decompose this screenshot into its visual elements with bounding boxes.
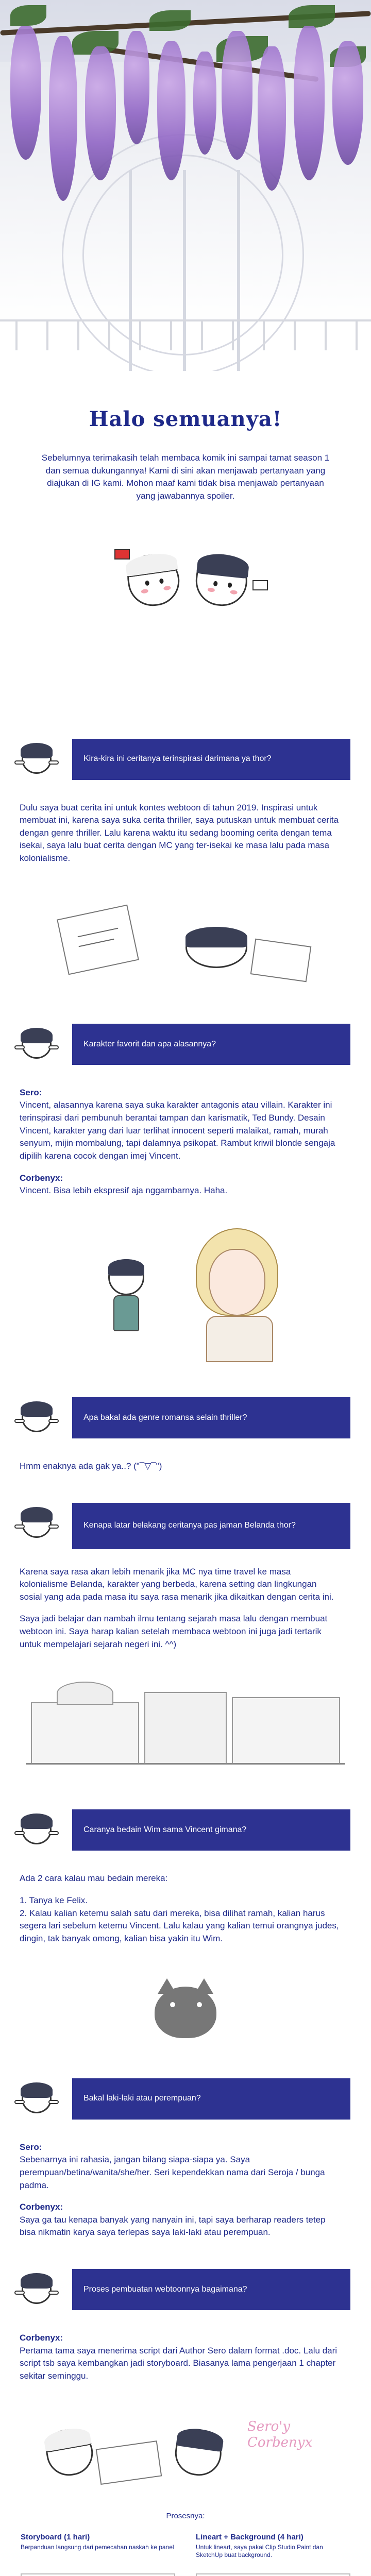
answer-text [20, 802, 339, 865]
answer-author: Sero: [20, 2142, 42, 2152]
mascot-sero [125, 551, 183, 609]
wisteria-flower [332, 41, 363, 165]
cat-body [155, 1987, 216, 2038]
answer-paragraph: Ada 2 cara kalau mau bedain mereka: [20, 1873, 168, 1884]
answer-text [20, 2141, 339, 2239]
answer-text [20, 1566, 339, 1651]
process-step [21, 2533, 175, 2576]
mascot-avatar [18, 2270, 56, 2308]
answer-paragraph: Dulu saya buat cerita ini untuk kontes webtoon di tahun 2019. Inspirasi untuk membuat ini, karena saya suka cerita thriller, saya putuskan untuk membuat cerita dengan genre thriller. Lalu karena waktu itu sedang booming cerita dengan tema isekai, saya lalu buat cerita dengan MC yang ter-isekai ke masa lalu pada masa kolonialisme. [20, 802, 339, 863]
question-block [0, 1014, 371, 1071]
wisteria-flower [294, 26, 325, 180]
mascot-avatar [18, 2079, 56, 2117]
mascot-sero [43, 2425, 96, 2479]
leaf [149, 10, 191, 31]
step-title: Lineart + Background (4 hari) [196, 2532, 303, 2541]
leaf [289, 5, 335, 28]
signature-text: Sero'y Corbenyx [247, 2418, 313, 2450]
cat-ear [158, 1978, 176, 1994]
answer-paragraph: 1. Tanya ke Felix. 2. Kalau kalian ketemu salah satu dari mereka, bisa dilihat ramah, kalian harus segera lari sebelum ketemu Vincent. Lalu kalau yang kalian temui orangnya judes, dingin, tak banyak omong, kalian bisa yakin itu Wim. [20, 1895, 339, 1943]
vincent-illustration [31, 1213, 340, 1367]
answer-text [20, 1872, 339, 1945]
answer-text [20, 1087, 339, 1197]
flag-icon [252, 580, 268, 590]
step-description: Untuk lineart, saya pakai Clip Studio Paint dan SketchUp buat background. [196, 2543, 323, 2559]
storyboard-panel [21, 2573, 175, 2576]
building [144, 1692, 227, 1764]
process-label: Prosesnya: [166, 2511, 205, 2520]
answer-text [20, 2332, 339, 2383]
colonial-buildings-illustration [26, 1666, 345, 1780]
answer-paragraph: Saya ga tau kenapa banyak yang nanyain ini, tapi saya berharap readers tetep bisa nikmatin karya saya terlepas saya laki-laki atau perempuan. [20, 2214, 326, 2238]
wisteria-flower [49, 36, 77, 201]
question-card: Kira-kira ini ceritanya terinspirasi darimana ya thor? [72, 739, 350, 780]
mascot-body [113, 1295, 139, 1331]
mascot-avatar [18, 1398, 56, 1436]
process-step [196, 2533, 350, 2576]
building [232, 1697, 340, 1764]
question-block [0, 2069, 371, 2126]
building [31, 1702, 139, 1764]
answer-text [20, 1460, 339, 1473]
mascot-corbenyx [193, 552, 250, 608]
wisteria-flower [258, 46, 286, 191]
answer-paragraph: Vincent. Bisa lebih ekspresif aja nggambarnya. Haha. [20, 1185, 228, 1196]
mascot-small [108, 1259, 144, 1295]
mascot-avatar [18, 1810, 56, 1849]
mascots-illustration [0, 523, 371, 657]
mascot-avatar [18, 1025, 56, 1063]
answer-paragraph: Sebenarnya ini rahasia, jangan bilang siapa-siapa ya. Saya perempuan/betina/wanita/she/her. Seri kependekkan nama dari Seroja / bunga padma. [20, 2155, 325, 2190]
step-description: Berpanduan langsung dari pemecahan naskah ke panel [21, 2543, 174, 2551]
answer-author: Sero: [20, 1087, 42, 1097]
mascot-avatar [18, 1504, 56, 1542]
cat-eye [170, 2002, 175, 2007]
header-illustration [0, 0, 371, 371]
question-card: Caranya bedain Wim sama Vincent gimana? [72, 1809, 350, 1851]
question-block [0, 1800, 371, 1857]
cat-ear [195, 1978, 213, 1994]
mascot-avatar [18, 740, 56, 778]
answer-paragraph: Hmm enaknya ada gak ya..? ("¯▽¯") [20, 1461, 162, 1471]
step-title: Storyboard (1 hari) [21, 2532, 90, 2541]
question-block [0, 1388, 371, 1445]
answer-author: Corbenyx: [20, 2202, 63, 2212]
question-block [0, 2260, 371, 2316]
leaf [10, 5, 46, 26]
process-panels [21, 2533, 350, 2576]
question-card: Kenapa latar belakang ceritanya pas jaman Belanda thor? [72, 1503, 350, 1549]
cat-eye [197, 2002, 202, 2007]
question-card: Proses pembuatan webtoonnya bagaimana? [72, 2269, 350, 2310]
wisteria-flower [157, 41, 185, 180]
question-block [0, 1494, 371, 1550]
lineart-panel [196, 2573, 350, 2576]
fence [0, 319, 371, 350]
wisteria-flower [10, 26, 41, 160]
answer-paragraph: Vincent, alasannya karena saya suka karakter antagonis atau villain. Karakter ini terinspirasi dari pembunuh berantai tampan dan karismatik, Ted Bundy. Desain Vincent, karakter yang dari luar terlihat innocent seperti malaikat, ramah, murah senyum, mijin mombalung, tapi dalamnya psikopat. Rambut kriwil blonde sengaja dipilih karena cocok dengan imej Vincent. [20, 1100, 335, 1161]
ground-line [26, 1763, 345, 1765]
wisteria-flower [193, 52, 216, 155]
answer-paragraph: Karena saya rasa akan lebih menarik jika MC nya time travel ke masa kolonialisme Belanda, karakter yang berbeda, karena setting dan lingkungan sosial yang ada pada masa itu saya rasa menarik jika dikaitkan dengan cerita ini. [20, 1566, 334, 1602]
question-card: Apa bakal ada genre romansa selain thriller? [72, 1397, 350, 1438]
building-dome [57, 1682, 113, 1705]
mascot-corbenyx [172, 2426, 225, 2479]
flag-icon [114, 549, 130, 560]
mascot-sleeping [185, 927, 247, 968]
intro-title: Halo semuanya! [89, 407, 282, 431]
question-card: Bakal laki-laki atau perempuan? [72, 2078, 350, 2120]
intro-text: Sebelumnya terimakasih telah membaca komik ini sampai tamat season 1 dan semua dukungannya! Kami di sini akan menjawab pertanyaan yang diajukan di IG kami. Mohon maaf kami tidak bisa menjawab pertanyaan yang jawabannya spoiler. [41, 453, 330, 501]
vincent-face [209, 1249, 265, 1316]
script-paper [96, 2441, 162, 2485]
sleeping-mascot-illustration [31, 880, 340, 994]
question-block [0, 730, 371, 786]
wisteria-flower [85, 46, 116, 180]
question-card: Karakter favorit dan apa alasannya? [72, 1024, 350, 1065]
cat-illustration [108, 1961, 263, 2048]
vincent-body [206, 1316, 273, 1362]
wisteria-flower [124, 31, 149, 144]
wisteria-flower [222, 31, 252, 160]
answer-author: Corbenyx: [20, 2333, 63, 2343]
answer-author: Corbenyx: [20, 1173, 63, 1183]
answer-paragraph: Pertama tama saya menerima script dari Author Sero dalam format .doc. Lalu dari script tsb saya kembangkan jadi storyboard. Biasanya lama pengerjaan 1 chapter sekitar seminggu. [20, 2345, 338, 2381]
answer-paragraph: Saya jadi belajar dan nambah ilmu tentang sejarah masa lalu dengan membuat webtoon ini. Saya harap kalian setelah membaca webtoon ini juga jadi tertarik untuk mempelajari sejarah negeri ini. ^^) [20, 1614, 328, 1649]
mascots-signature-illustration [26, 2398, 345, 2496]
